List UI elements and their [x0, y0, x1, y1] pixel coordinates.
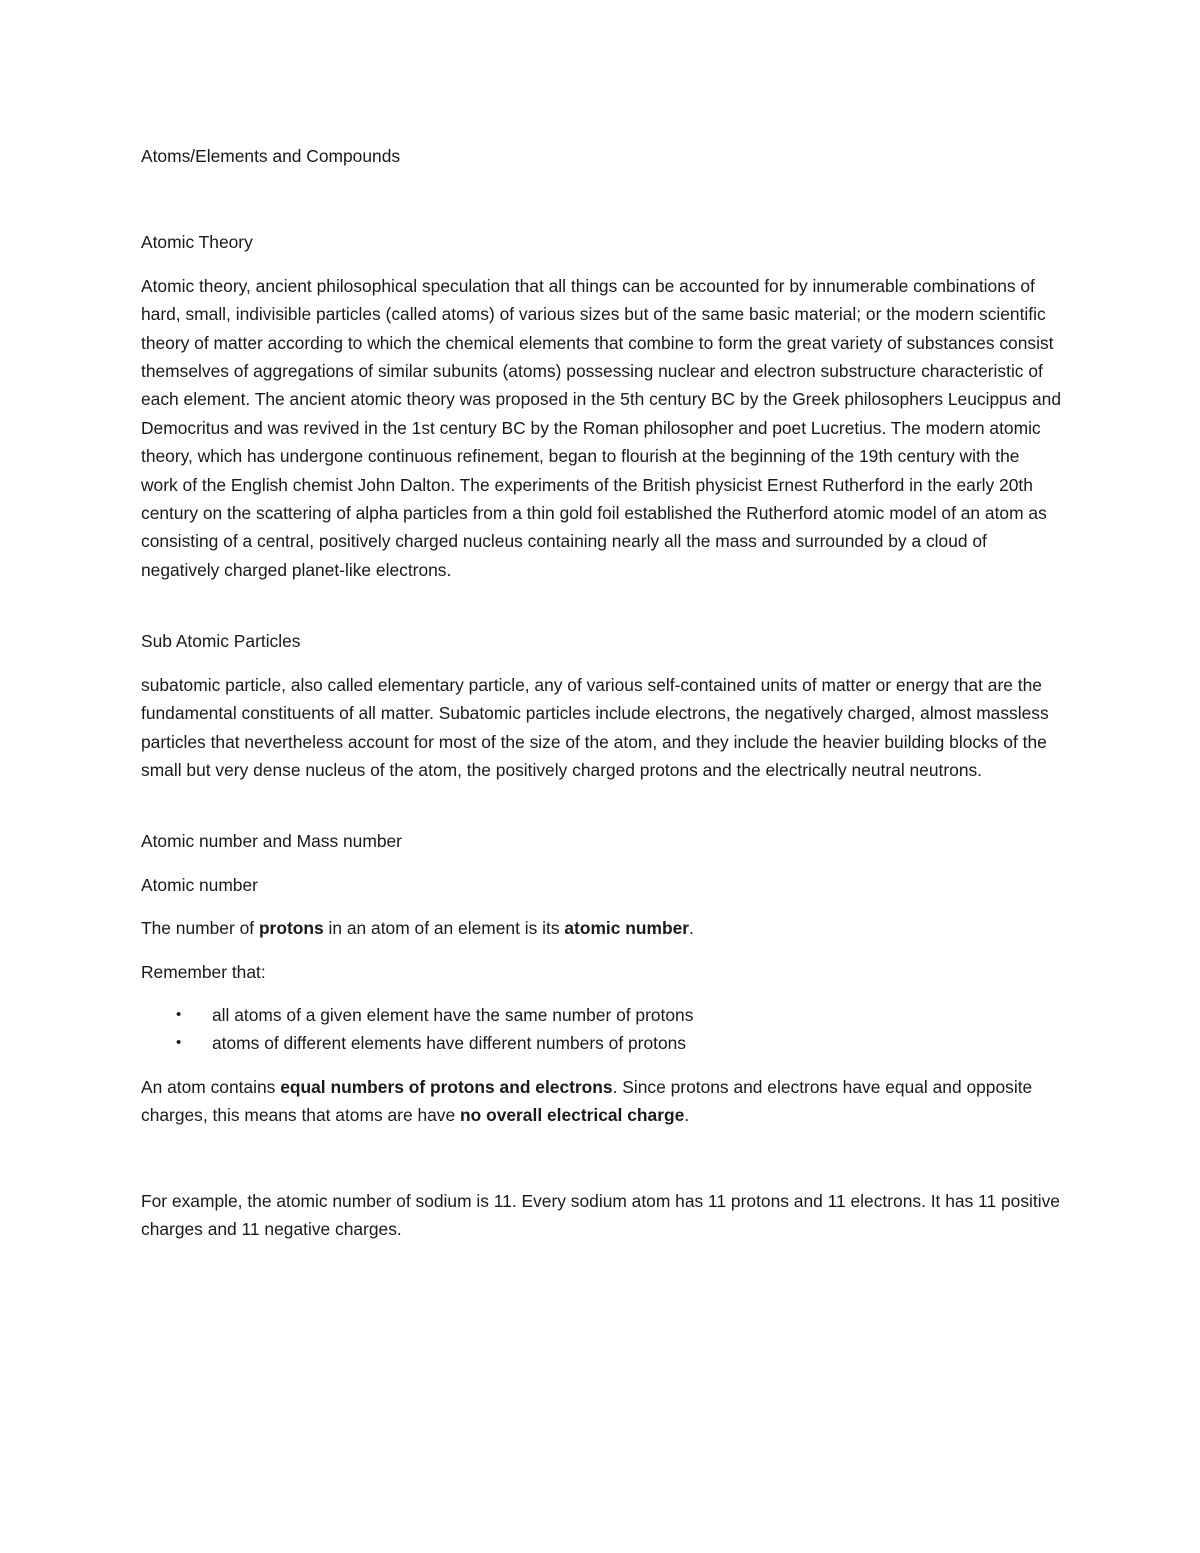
- charge-bold-no-overall-charge: no overall electrical charge: [460, 1105, 685, 1126]
- definition-text-2: in an atom of an element is its: [323, 918, 565, 939]
- atomic-theory-paragraph: Atomic theory, ancient philosophical speculation that all things can be accounted for by innumerable combinations of hard, small, indivisible particles (called atoms) of various sizes but of the same basic material; or the modern scientific theory of matter according to which the chemical elements that combine to form the great variety of substances consist themselves of aggregations of similar subunits (atoms) possessing nuclear and electron substructure characteristic of each element. The ancient atomic theory was proposed in the 5th century BC by the Greek philosophers Leucippus and Democritus and was revived in the 1st century BC by the Roman philosopher and poet Lucretius. The modern atomic theory, which has undergone continuous refinement, began to flourish at the beginning of the 19th century with the work of the English chemist John Dalton. The experiments of the British physicist Ernest Rutherford in the early 20th century on the scattering of alpha particles from a thin gold foil established the Rutherford atomic model of an atom as consisting of a central, positively charged nucleus containing nearly all the mass and surrounded by a cloud of negatively charged planet-like electrons.: [141, 275, 1061, 580]
- list-item: [141, 1029, 1061, 1057]
- charge-text-1: An atom contains: [141, 1076, 281, 1097]
- section-heading-subatomic-particles: Sub Atomic Particles: [141, 631, 301, 652]
- remember-label: Remember that:: [141, 961, 266, 982]
- charge-bold-equal-numbers: equal numbers of protons and electrons: [280, 1076, 613, 1097]
- section-heading-atomic-mass-number: Atomic number and Mass number: [141, 831, 402, 852]
- atomic-number-definition: [141, 914, 1061, 942]
- definition-bold-protons: protons: [258, 918, 324, 939]
- section-heading-atomic-theory: Atomic Theory: [141, 232, 253, 253]
- sodium-example-paragraph: For example, the atomic number of sodium is 11. Every sodium atom has 11 protons and 11 electrons. It has 11 positive charges and 11 negative charges.: [141, 1190, 1060, 1239]
- bullet-list: [141, 1001, 1061, 1058]
- charge-text-2: . Since protons and electrons have equal and opposite charges, this means that atoms are have: [141, 1076, 1033, 1126]
- bullet-icon: •: [176, 1034, 182, 1052]
- charge-paragraph: [141, 1073, 1061, 1130]
- list-item-text: all atoms of a given element have the same number of protons: [212, 1004, 694, 1025]
- document-title: Atoms/Elements and Compounds: [141, 146, 401, 166]
- definition-bold-atomic-number: atomic number: [564, 918, 690, 939]
- bullet-icon: •: [176, 1005, 182, 1023]
- document-body: [141, 142, 1061, 1258]
- definition-text-1: The number of: [141, 918, 259, 939]
- list-item: [141, 1001, 1061, 1029]
- subatomic-paragraph: subatomic particle, also called elementary particle, any of various self-contained units of matter or energy that are the fundamental constituents of all matter. Subatomic particles include electrons, the negatively charged, almost massless particles that nevertheless account for most of the size of the atom, and they include the heavier building blocks of the small but very dense nucleus of the atom, the positively charged protons and the electrically neutral neutrons.: [141, 674, 1049, 780]
- charge-text-3: .: [684, 1105, 690, 1126]
- definition-text-3: .: [689, 918, 694, 939]
- list-item-text: atoms of different elements have different numbers of protons: [212, 1033, 687, 1054]
- subheading-atomic-number: Atomic number: [141, 874, 258, 895]
